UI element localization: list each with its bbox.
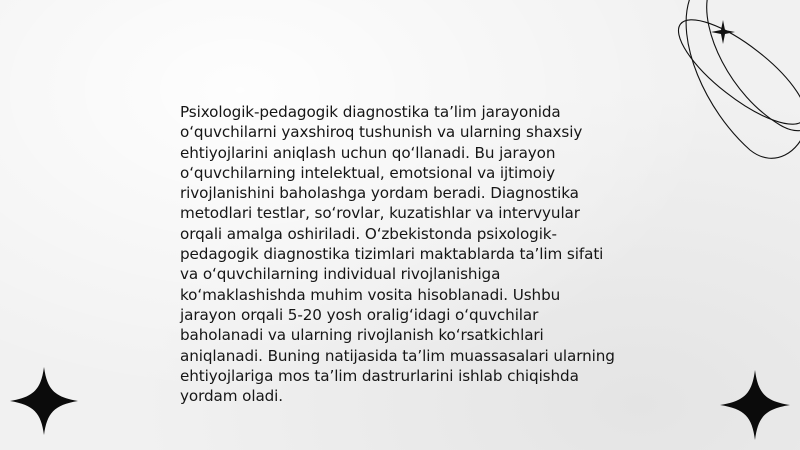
four-point-star-right-icon (720, 370, 790, 440)
body-paragraph: Psixologik-pedagogik diagnostika taʼlim jarayonida oʻquvchilarni yaxshiroq tushunish va ularning shaxsiy ehtiyojlarini aniqlash uchun qoʻllanadi. Bu jarayon oʻquvchilarning intelektual, emotsional va ijtimoiy rivojlanishini baholashga yordam beradi. Diagnostika metodlari testlar, soʻrovlar, kuzatishlar va intervyular orqali amalga oshiriladi. Oʻzbekistonda psixologik-pedagogik diagnostika tizimlari maktablarda taʼlim sifati va oʻquvchilarning individual rivojlanishiga koʻmaklashishda muhim vosita hisoblanadi. Ushbu jarayon orqali 5-20 yosh oraligʻidagi oʻquvchilar baholanadi va ularning rivojlanish koʻrsatkichlari aniqlanadi. Buning natijasida taʼlim muassasalari ularning ehtiyojlariga mos taʼlim dastrurlarini ishlab chiqishda yordam oladi. (180, 103, 615, 406)
orbit-lines-icon (650, 0, 800, 160)
sparkle-icon (711, 20, 735, 44)
four-point-star-left-icon (10, 367, 78, 435)
